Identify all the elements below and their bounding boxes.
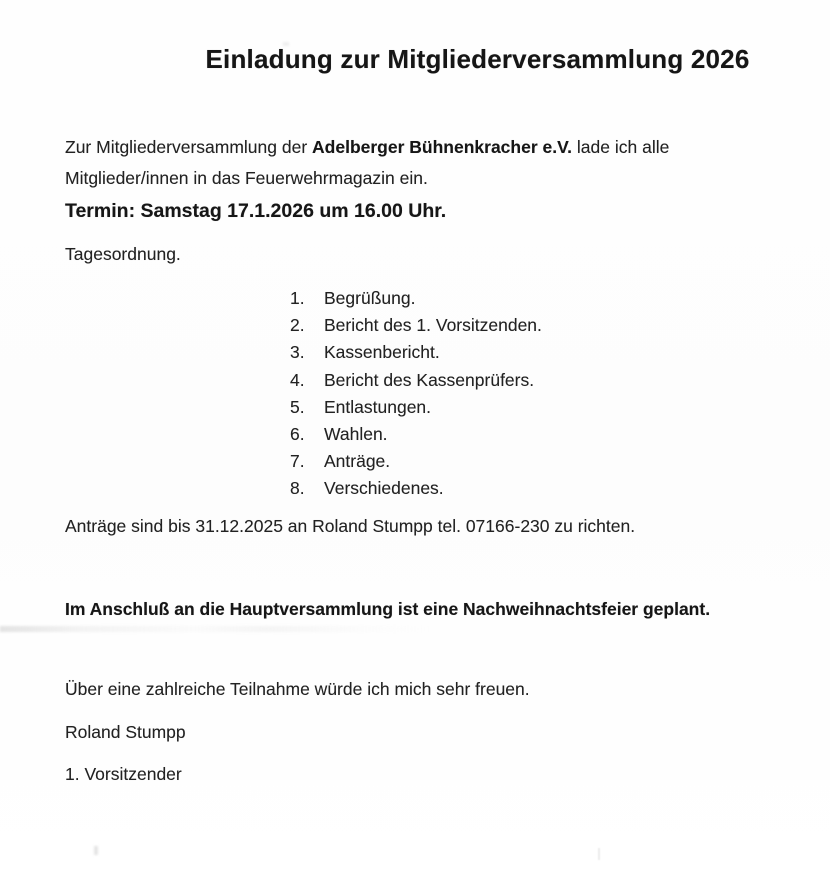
agenda-item (290, 367, 770, 394)
agenda-item (290, 448, 770, 475)
agenda-item (290, 421, 770, 448)
motions-deadline-note: Anträge sind bis 31.12.2025 an Roland Stumpp tel. 07166-230 zu richten. (65, 515, 636, 536)
scan-artifact-speck (598, 848, 600, 860)
document-title: Einladung zur Mitgliederversammlung 2026 (205, 44, 750, 74)
after-meeting-note: Im Anschluß an die Hauptversammlung ist eine Nachweihnachtsfeier geplant. (65, 598, 711, 619)
agenda-item-number: 5. (290, 396, 305, 417)
signature-name: Roland Stumpp (65, 721, 186, 742)
agenda-item-number: 1. (290, 288, 305, 308)
agenda-item-number: 6. (290, 424, 305, 445)
agenda-item-text: Bericht des 1. Vorsitzenden. (324, 315, 542, 336)
agenda-item (290, 312, 770, 339)
agenda-item (290, 394, 770, 421)
signature-role: 1. Vorsitzender (65, 763, 182, 784)
agenda-item-text: Bericht des Kassenprüfers. (324, 369, 535, 390)
agenda-item-text: Entlastungen. (324, 396, 432, 417)
agenda-list (290, 285, 770, 503)
agenda-item (290, 475, 770, 502)
club-name: Adelberger Bühnenkracher e.V. (312, 137, 573, 157)
agenda-item-number: 4. (290, 369, 305, 390)
agenda-item (290, 285, 770, 312)
agenda-item-text: Begrüßung. (324, 288, 416, 308)
agenda-item-text: Kassenbericht. (324, 342, 440, 363)
intro-text-after: lade ich alle Mitglieder/innen in das Feuerwehrmagazin ein. (65, 137, 670, 188)
agenda-item-text: Verschiedenes. (324, 478, 444, 499)
scan-artifact-speck (94, 846, 98, 855)
intro-paragraph (65, 132, 705, 194)
agenda-item-text: Anträge. (324, 451, 391, 472)
agenda-item (290, 339, 770, 366)
agenda-item-number: 3. (290, 342, 305, 363)
agenda-item-number: 8. (290, 478, 305, 499)
agenda-heading: Tagesordnung. (65, 244, 181, 264)
agenda-item-number: 7. (290, 451, 305, 472)
meeting-date-line: Termin: Samstag 17.1.2026 um 16.00 Uhr. (65, 200, 447, 222)
agenda-item-text: Wahlen. (324, 424, 388, 445)
intro-text-before: Zur Mitgliederversammlung der (65, 137, 313, 157)
closing-sentence: Über eine zahlreiche Teilnahme würde ich mich sehr freuen. (65, 678, 530, 699)
agenda-item-number: 2. (290, 315, 305, 336)
scan-artifact-streak (0, 626, 430, 632)
